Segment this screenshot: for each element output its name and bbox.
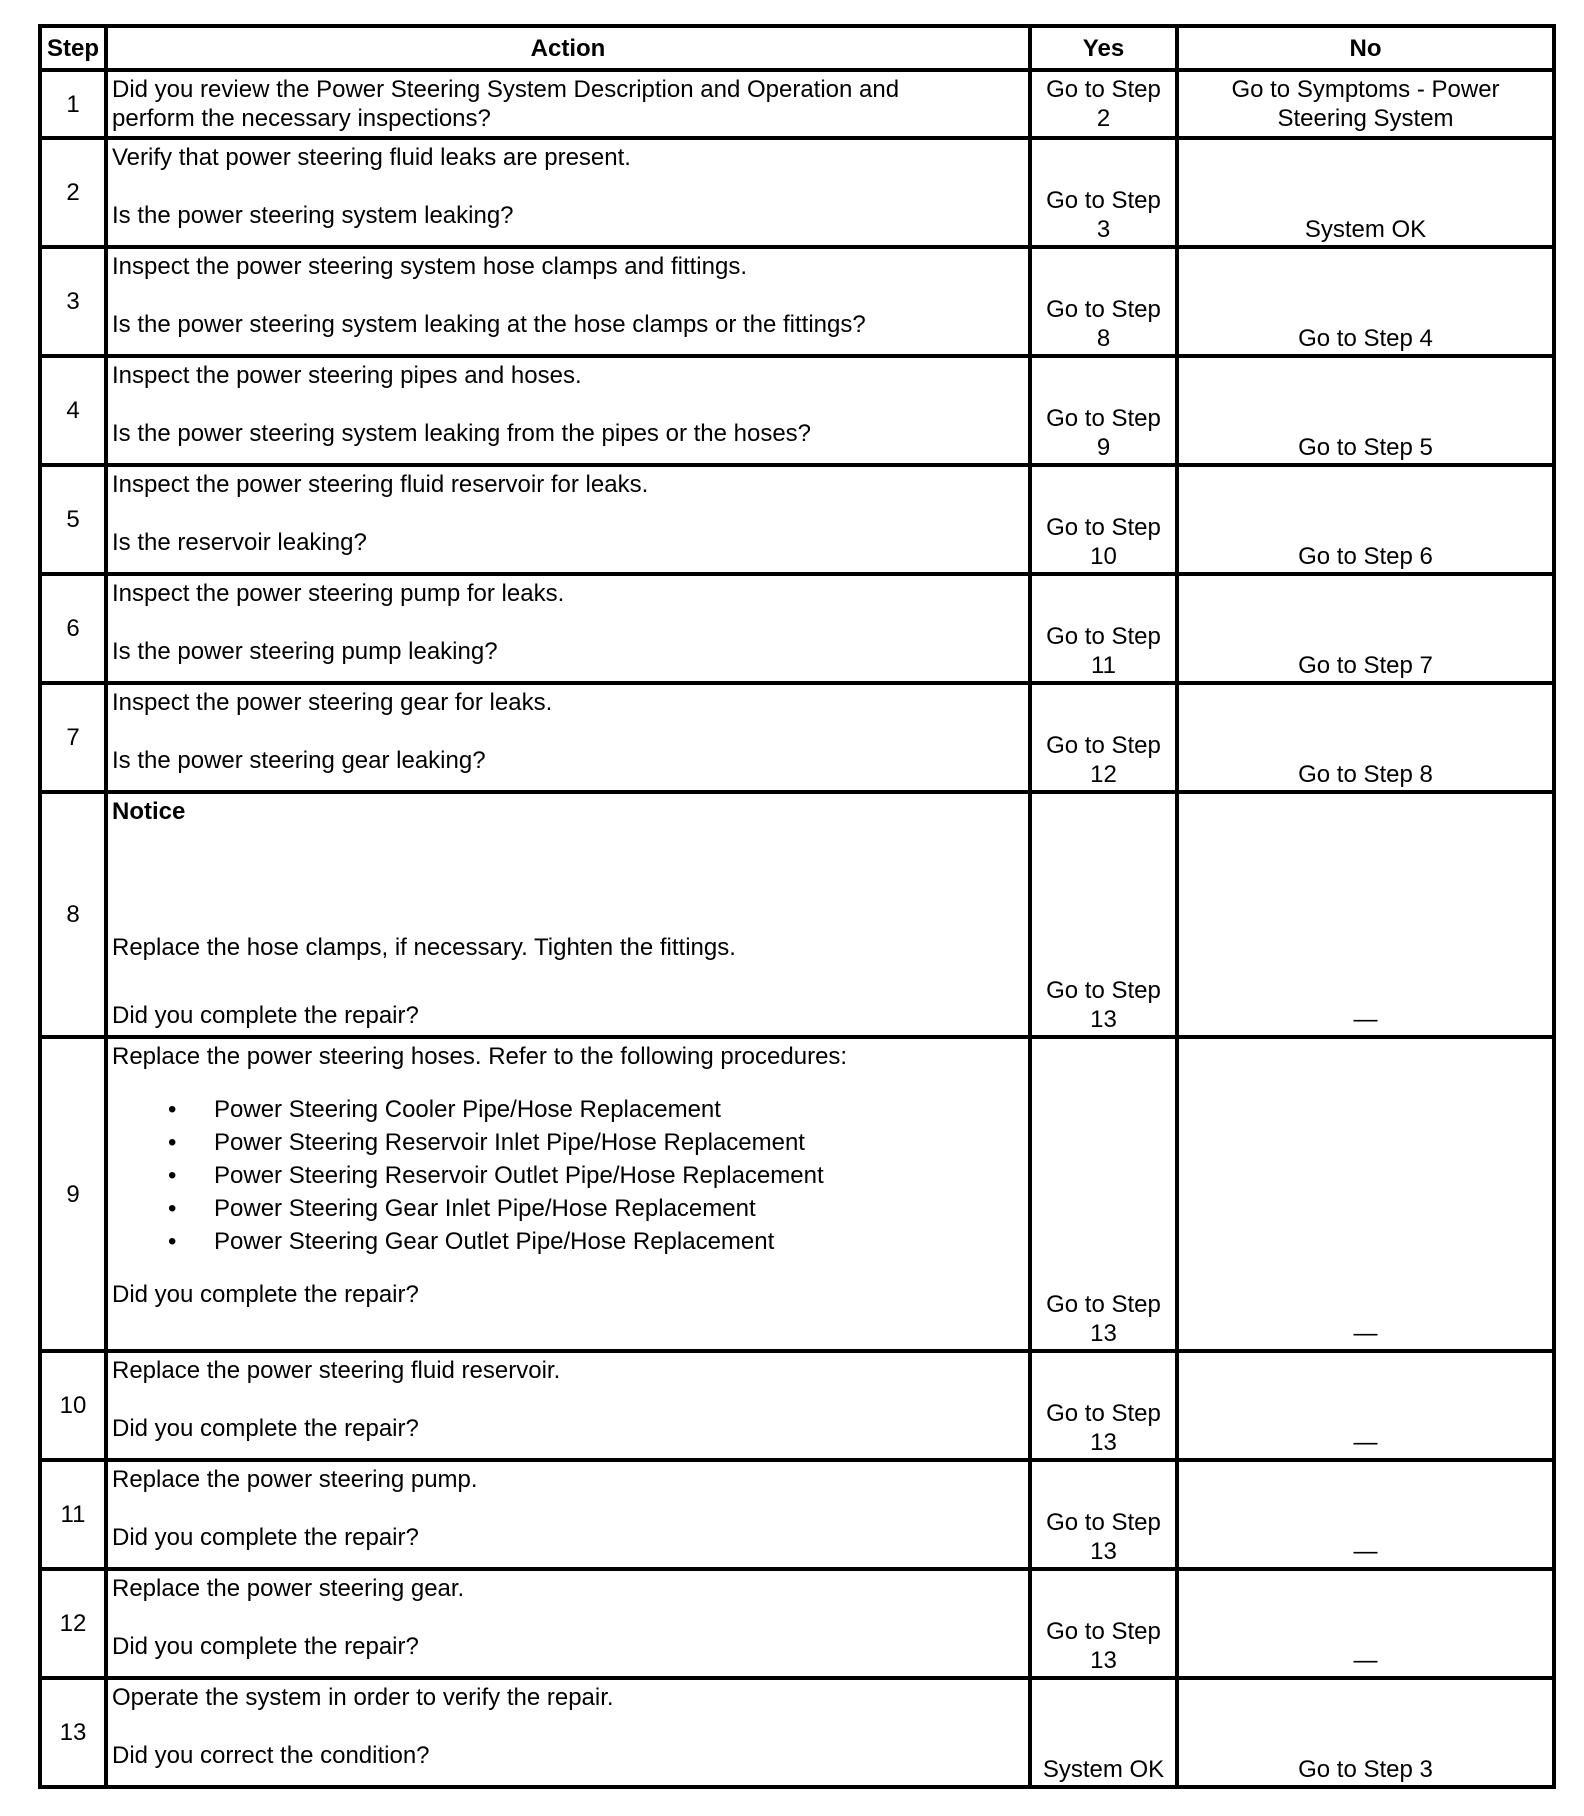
no-cell: Go to Step 8	[1177, 683, 1554, 792]
no-cell: Go to Step 7	[1177, 574, 1554, 683]
step-number: 1	[40, 70, 106, 138]
bullet-icon: •	[168, 1096, 177, 1123]
list-item	[168, 1126, 1024, 1159]
yes-step-number: 13	[1090, 1538, 1117, 1565]
action-cell	[106, 247, 1030, 356]
yes-text: Go to Step	[1046, 187, 1161, 214]
yes-step-number: 8	[1096, 325, 1111, 352]
no-cell: Go to Step 4	[1177, 247, 1554, 356]
step-number: 9	[40, 1037, 106, 1351]
yes-cell	[1030, 70, 1177, 138]
instruction-text: Inspect the power steering gear for leaks.	[112, 689, 553, 716]
yes-text: Go to Step	[1046, 1291, 1161, 1318]
step-number: 12	[40, 1569, 106, 1678]
instruction-text: Replace the power steering pump.	[112, 1466, 478, 1493]
action-cell	[106, 1460, 1030, 1569]
question-text: Did you complete the repair?	[112, 1524, 419, 1551]
step-number: 2	[40, 138, 106, 247]
action-cell	[106, 1678, 1030, 1787]
step-number: 6	[40, 574, 106, 683]
no-cell: —	[1177, 792, 1554, 1037]
table-row	[40, 247, 1554, 356]
question-text: Did you complete the repair?	[112, 1281, 419, 1308]
action-cell	[106, 70, 1030, 138]
no-cell: Go to Step 6	[1177, 465, 1554, 574]
no-cell: Go to Step 5	[1177, 356, 1554, 465]
header-action: Action	[106, 26, 1030, 70]
yes-cell	[1030, 356, 1177, 465]
procedure-link[interactable]: Power Steering Reservoir Inlet Pipe/Hose Replacement	[214, 1129, 805, 1156]
step-number: 3	[40, 247, 106, 356]
no-cell: —	[1177, 1569, 1554, 1678]
instruction-text: Operate the system in order to verify the repair.	[112, 1684, 614, 1711]
procedure-link[interactable]: Power Steering Reservoir Outlet Pipe/Hose Replacement	[214, 1162, 824, 1189]
table-row	[40, 1678, 1554, 1787]
list-item	[168, 1093, 1024, 1126]
procedure-link[interactable]: Power Steering Gear Inlet Pipe/Hose Replacement	[214, 1195, 756, 1222]
step-number: 5	[40, 465, 106, 574]
procedure-link[interactable]: Power Steering Cooler Pipe/Hose Replacement	[214, 1096, 721, 1123]
yes-cell: System OK	[1030, 1678, 1177, 1787]
yes-step-number: 10	[1090, 543, 1117, 570]
action-cell	[106, 138, 1030, 247]
table-row	[40, 683, 1554, 792]
yes-cell	[1030, 1460, 1177, 1569]
instruction-text: Replace the power steering gear.	[112, 1575, 465, 1602]
yes-step-number: 13	[1090, 1429, 1117, 1456]
yes-step-number: 2	[1096, 105, 1111, 132]
no-cell	[1177, 70, 1554, 138]
yes-text: Go to Step	[1046, 977, 1161, 1004]
list-item	[168, 1225, 1024, 1258]
table-row	[40, 1351, 1554, 1460]
instruction-text: Replace the power steering fluid reservoir.	[112, 1357, 561, 1384]
question-text: Did you complete the repair?	[112, 1415, 419, 1442]
action-cell	[106, 356, 1030, 465]
table-row	[40, 1569, 1554, 1678]
action-text: Did you review the Power Steering System Description and Operation and	[112, 76, 900, 103]
instruction-text: Replace the power steering hoses. Refer to the following procedures:	[112, 1043, 848, 1070]
action-cell	[106, 1351, 1030, 1460]
action-cell	[106, 792, 1030, 1037]
yes-cell	[1030, 683, 1177, 792]
question-text: Is the power steering system leaking?	[112, 202, 514, 229]
yes-text: Go to Step	[1046, 296, 1161, 323]
procedure-list	[112, 1093, 1024, 1258]
table-row	[40, 356, 1554, 465]
step-number: 11	[40, 1460, 106, 1569]
yes-step-number: 13	[1090, 1006, 1117, 1033]
question-text: Is the power steering system leaking from the pipes or the hoses?	[112, 420, 812, 447]
yes-text: Go to Step	[1046, 732, 1161, 759]
yes-step-number: 3	[1096, 216, 1111, 243]
step-number: 7	[40, 683, 106, 792]
step-number: 8	[40, 792, 106, 1037]
bullet-icon: •	[168, 1195, 177, 1222]
action-cell	[106, 465, 1030, 574]
list-item	[168, 1159, 1024, 1192]
yes-step-number: 11	[1091, 652, 1116, 679]
instruction-text: Replace the hose clamps, if necessary. Tighten the fittings.	[112, 934, 736, 961]
header-no: No	[1177, 26, 1554, 70]
yes-step-number: 13	[1090, 1647, 1117, 1674]
instruction-text: Inspect the power steering fluid reservoir for leaks.	[112, 471, 649, 498]
question-text: Did you complete the repair?	[112, 1002, 419, 1029]
yes-cell	[1030, 574, 1177, 683]
question-text: Is the reservoir leaking?	[112, 529, 367, 556]
procedure-link[interactable]: Power Steering Gear Outlet Pipe/Hose Replacement	[214, 1228, 775, 1255]
yes-cell	[1030, 465, 1177, 574]
question-text: Is the power steering pump leaking?	[112, 638, 498, 665]
header-row	[40, 26, 1554, 70]
no-text: Steering System	[1277, 105, 1454, 132]
yes-text: Go to Step	[1046, 405, 1161, 432]
bullet-icon: •	[168, 1228, 177, 1255]
diagnostic-table	[38, 24, 1556, 1789]
step-number: 10	[40, 1351, 106, 1460]
yes-text: Go to Step	[1046, 1509, 1161, 1536]
step-number: 4	[40, 356, 106, 465]
table-row	[40, 574, 1554, 683]
yes-text: Go to Step	[1046, 1400, 1161, 1427]
no-text: Go to Symptoms - Power	[1231, 76, 1500, 103]
no-cell: —	[1177, 1351, 1554, 1460]
yes-cell	[1030, 138, 1177, 247]
action-cell	[106, 1569, 1030, 1678]
table-row	[40, 465, 1554, 574]
yes-text: Go to Step	[1046, 76, 1161, 103]
bullet-icon: •	[168, 1129, 177, 1156]
instruction-text: Inspect the power steering pipes and hoses.	[112, 362, 582, 389]
yes-cell	[1030, 1569, 1177, 1678]
yes-cell	[1030, 1037, 1177, 1351]
yes-text: Go to Step	[1046, 514, 1161, 541]
yes-cell	[1030, 247, 1177, 356]
instruction-text: Inspect the power steering pump for leaks.	[112, 580, 565, 607]
table-row	[40, 1037, 1554, 1351]
list-item	[168, 1192, 1024, 1225]
table-row	[40, 70, 1554, 138]
header-step: Step	[40, 26, 106, 70]
no-cell: System OK	[1177, 138, 1554, 247]
yes-step-number: 12	[1090, 761, 1117, 788]
action-cell	[106, 1037, 1030, 1351]
table-row	[40, 138, 1554, 247]
question-text: Did you correct the condition?	[112, 1742, 430, 1769]
question-text: Is the power steering system leaking at the hose clamps or the fittings?	[112, 311, 866, 338]
yes-cell	[1030, 1351, 1177, 1460]
action-text: perform the necessary inspections?	[112, 105, 491, 132]
action-cell	[106, 683, 1030, 792]
question-text: Is the power steering gear leaking?	[112, 747, 486, 774]
table-row	[40, 792, 1554, 1037]
question-text: Did you complete the repair?	[112, 1633, 419, 1660]
no-cell: —	[1177, 1460, 1554, 1569]
header-yes: Yes	[1030, 26, 1177, 70]
yes-step-number: 13	[1090, 1320, 1117, 1347]
instruction-text: Inspect the power steering system hose clamps and fittings.	[112, 253, 747, 280]
yes-text: Go to Step	[1046, 1618, 1161, 1645]
table-row	[40, 1460, 1554, 1569]
yes-text: Go to Step	[1046, 623, 1161, 650]
instruction-text: Verify that power steering fluid leaks are present.	[112, 144, 631, 171]
no-cell: —	[1177, 1037, 1554, 1351]
yes-step-number: 9	[1096, 434, 1111, 461]
bullet-icon: •	[168, 1162, 177, 1189]
step-number: 13	[40, 1678, 106, 1787]
notice-label: Notice	[112, 798, 186, 825]
no-cell: Go to Step 3	[1177, 1678, 1554, 1787]
yes-cell	[1030, 792, 1177, 1037]
action-cell	[106, 574, 1030, 683]
